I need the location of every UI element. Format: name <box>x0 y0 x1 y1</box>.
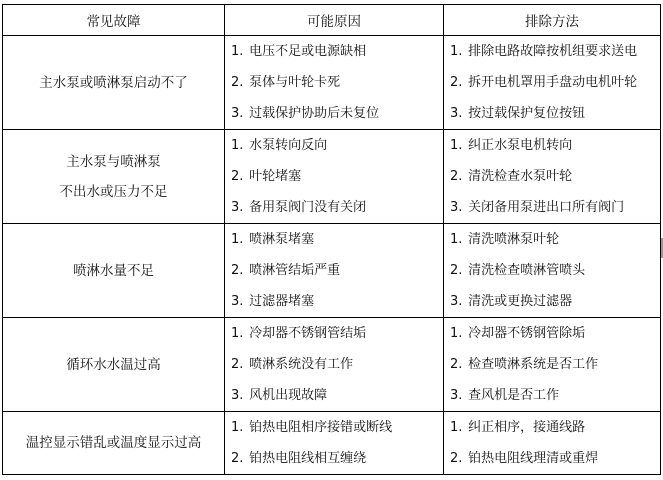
table-row <box>3 130 661 224</box>
cause-number: 3. <box>231 106 244 121</box>
table-row <box>3 412 661 475</box>
cause-number: 2. <box>231 169 244 184</box>
remedy-item <box>450 318 658 349</box>
header-common-fault: 常见故障 <box>3 5 225 36</box>
cause-item <box>231 36 441 67</box>
cause-number: 2. <box>231 263 244 278</box>
remedy-number: 3. <box>450 106 463 121</box>
cause-item <box>231 67 441 98</box>
cause-item <box>231 286 441 317</box>
remedy-text: 检查喷淋系统是否工作 <box>468 357 599 372</box>
fault-cell <box>3 318 225 412</box>
fault-cell <box>3 224 225 318</box>
remedy-item <box>450 443 658 474</box>
cause-cell <box>225 224 444 318</box>
cause-number: 2. <box>231 75 244 90</box>
fault-text: 温控显示错乱或温度显示过高 <box>25 435 202 451</box>
remedy-text: 查风机是否工作 <box>468 388 560 403</box>
remedy-text: 纠正相序，接通线路 <box>468 420 586 435</box>
cause-cell <box>225 412 444 475</box>
cause-number: 3. <box>231 294 244 309</box>
remedy-number: 1. <box>450 44 463 59</box>
remedy-text: 清洗检查水泵叶轮 <box>468 169 573 184</box>
remedy-number: 3. <box>450 294 463 309</box>
fault-text: 主水泵或喷淋泵启动不了 <box>39 74 188 91</box>
remedy-number: 1. <box>450 420 463 435</box>
cause-text: 铂热电阻线相互缠绕 <box>249 451 367 466</box>
fault-cell <box>3 412 225 475</box>
cause-text: 铂热电阻相序接错或断线 <box>249 420 393 435</box>
remedy-number: 2. <box>450 169 463 184</box>
cause-number: 1. <box>231 44 244 59</box>
cause-item <box>231 98 441 129</box>
header-possible-cause: 可能原因 <box>225 5 444 36</box>
cause-text: 冷却器不锈钢管结垢 <box>249 326 367 341</box>
remedy-text: 拆开电机罩用手盘动电机叶轮 <box>468 75 638 90</box>
remedy-text: 冷却器不锈钢管除垢 <box>468 326 586 341</box>
remedy-item <box>450 98 658 129</box>
cause-text: 喷淋管结垢严重 <box>249 263 341 278</box>
remedy-item <box>450 286 658 317</box>
remedy-number: 1. <box>450 138 463 153</box>
remedy-item <box>450 412 658 443</box>
fault-text: 循环水水温过高 <box>66 356 161 373</box>
cause-number: 1. <box>231 232 244 247</box>
remedy-cell <box>444 224 661 318</box>
remedy-text: 铂热电阻线理清或重焊 <box>468 451 599 466</box>
remedy-number: 1. <box>450 232 463 247</box>
remedy-item <box>450 224 658 255</box>
fault-text: 喷淋水量不足 <box>73 262 154 279</box>
remedy-item <box>450 130 658 161</box>
fault-cell <box>3 130 225 224</box>
remedy-cell <box>444 36 661 130</box>
remedy-number: 3. <box>450 388 463 403</box>
cause-item <box>231 380 441 411</box>
cause-item <box>231 161 441 192</box>
remedy-item <box>450 36 658 67</box>
remedy-text: 关闭备用泵进出口所有阀门 <box>468 200 625 215</box>
remedy-text: 清洗喷淋泵叶轮 <box>468 232 560 247</box>
fault-table <box>2 4 661 475</box>
remedy-text: 清洗检查喷淋管喷头 <box>468 263 586 278</box>
cause-item <box>231 255 441 286</box>
remedy-number: 2. <box>450 357 463 372</box>
table-row <box>3 224 661 318</box>
header-remedy: 排除方法 <box>444 5 661 36</box>
fault-cell <box>3 36 225 130</box>
cause-text: 泵体与叶轮卡死 <box>249 75 341 90</box>
remedy-text: 排除电路故障按机组要求送电 <box>468 44 638 59</box>
cause-number: 1. <box>231 420 244 435</box>
remedy-cell <box>444 318 661 412</box>
cause-number: 3. <box>231 388 244 403</box>
cause-text: 备用泵阀门没有关闭 <box>249 200 367 215</box>
cause-text: 过载保护协助后未复位 <box>249 106 380 121</box>
table-row <box>3 36 661 130</box>
remedy-item <box>450 192 658 223</box>
remedy-number: 1. <box>450 326 463 341</box>
remedy-item <box>450 349 658 380</box>
cause-number: 2. <box>231 451 244 466</box>
fault-text: 不出水或压力不足 <box>59 183 168 200</box>
cause-text: 水泵转向反向 <box>249 138 328 153</box>
cause-item <box>231 443 441 474</box>
cause-text: 喷淋系统没有工作 <box>249 357 354 372</box>
cause-number: 1. <box>231 138 244 153</box>
cause-text: 叶轮堵塞 <box>249 169 302 184</box>
cause-number: 3. <box>231 200 244 215</box>
cause-item <box>231 412 441 443</box>
cause-text: 风机出现故障 <box>249 388 328 403</box>
remedy-item <box>450 255 658 286</box>
cause-cell <box>225 36 444 130</box>
table-row <box>3 318 661 412</box>
cause-number: 2. <box>231 357 244 372</box>
cause-cell <box>225 130 444 224</box>
cause-item <box>231 224 441 255</box>
cause-item <box>231 318 441 349</box>
table-body <box>3 36 661 475</box>
remedy-number: 3. <box>450 200 463 215</box>
remedy-item <box>450 380 658 411</box>
cause-cell <box>225 318 444 412</box>
fault-text: 主水泵与喷淋泵 <box>66 153 161 170</box>
remedy-item <box>450 161 658 192</box>
remedy-cell <box>444 130 661 224</box>
remedy-text: 按过载保护复位按钮 <box>468 106 586 121</box>
cause-item <box>231 130 441 161</box>
cause-text: 过滤器堵塞 <box>249 294 315 309</box>
cause-text: 电压不足或电源缺相 <box>249 44 367 59</box>
cause-item <box>231 192 441 223</box>
cause-text: 喷淋泵堵塞 <box>249 232 315 247</box>
remedy-cell <box>444 412 661 475</box>
remedy-text: 清洗或更换过滤器 <box>468 294 573 309</box>
cause-item <box>231 349 441 380</box>
remedy-number: 2. <box>450 75 463 90</box>
remedy-number: 2. <box>450 451 463 466</box>
cause-number: 1. <box>231 326 244 341</box>
remedy-text: 纠正水泵电机转向 <box>468 138 573 153</box>
header-row <box>3 5 661 36</box>
remedy-item <box>450 67 658 98</box>
remedy-number: 2. <box>450 263 463 278</box>
